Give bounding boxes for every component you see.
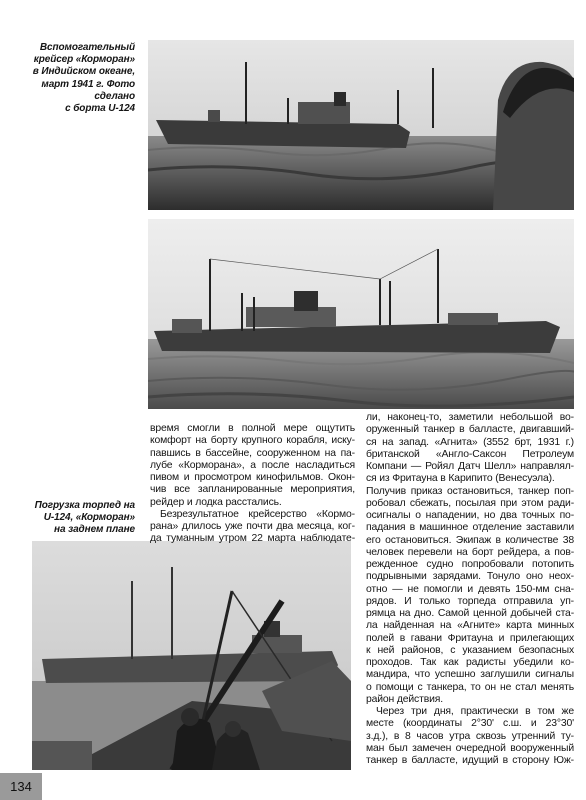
- text-line: Через три дня, практически в том же: [376, 706, 574, 717]
- text-line: проходов. Так как радисты убедили ко-: [366, 657, 574, 668]
- page-number: 134: [10, 779, 32, 794]
- text-line: мандира, что успешно заглушили сигналы: [366, 669, 574, 681]
- text-line: ла найденная на «Агните» карта минных: [366, 620, 574, 632]
- text-line: подрывными зарядами. Тонуло оно неох-: [366, 571, 574, 583]
- text-line: полей в гавани Фритауна и прилегающих: [366, 632, 574, 644]
- text-line: человек перевели на борт рейдера, а пов-: [366, 546, 574, 558]
- text-line: танкер в балласте, идущий в сторону Юж-: [366, 755, 574, 766]
- caption-line: сделано: [94, 90, 135, 102]
- caption-line: крейсер «Корморан»: [33, 54, 135, 66]
- text-line: осигналы о нападении, но два точных по-: [366, 510, 574, 521]
- text-line: отно — не помогли и девять 150-мм сна-: [366, 583, 574, 595]
- text-line: рейдер и лодка расстались.: [150, 496, 282, 508]
- text-line: британской «Англо-Саксон Петролеум: [366, 448, 574, 460]
- text-line: Компани — Ройял Датч Шелл» направлял-: [366, 461, 574, 472]
- photo-caption-middle: [10, 500, 135, 537]
- text-line: Безрезультатное крейсерство «Кормо-: [160, 508, 355, 520]
- text-line: лубе «Корморана», а после насладиться: [150, 459, 355, 471]
- caption-line: в Индийском океане,: [32, 66, 135, 78]
- text-line: рямца на дно. Самой ценной добычей ста-: [366, 608, 574, 619]
- caption-line: Погрузка торпед на: [34, 500, 135, 511]
- text-line: комфорт на борту крупного корабля, иску-: [150, 435, 355, 447]
- photo-kormoran-broadside: [148, 219, 574, 409]
- caption-line: на заднем плане: [54, 524, 135, 536]
- text-line: падания в машинное отделение заставили: [366, 522, 574, 534]
- caption-line: Вспомогательный: [39, 42, 135, 53]
- text-line: режденное судно попробовали потопить: [366, 559, 574, 570]
- text-line: Получив приказ остановиться, танкер поп-: [366, 485, 574, 497]
- caption-line: U-124, «Корморан»: [43, 512, 135, 524]
- text-line: рядов. И только торпеда отправила уп-: [366, 595, 574, 607]
- text-line: чив все запланированные мероприятия,: [150, 484, 355, 496]
- text-line: его остановиться. Экипаж в количестве 38: [366, 534, 574, 546]
- text-line: район действия.: [366, 693, 443, 705]
- photo-kormoran-at-sea: [148, 40, 574, 210]
- photo-caption-top: [10, 42, 135, 115]
- text-line: о помощи с танкера, то он не стал менять: [366, 681, 574, 693]
- text-line: месте (координаты 2°30' с.ш. и 23°30': [366, 718, 574, 730]
- text-line: робовал сбежать, посылая при этом ради-: [366, 497, 574, 509]
- text-line: да туманным утром 22 марта наблюдате-: [150, 533, 355, 545]
- text-line: ли, наконец-то, заметили небольшой во-: [366, 412, 574, 423]
- text-line: оруженный танкер в балласте, двигавший-: [366, 424, 574, 436]
- caption-line: с борта U-124: [65, 103, 135, 115]
- text-line: ман был замечен очередной вооруженный: [366, 742, 574, 754]
- caption-line: март 1941 г. Фото: [41, 78, 135, 90]
- text-line: з.д.), в 8 часов утра сквозь утренний ту-: [366, 730, 574, 742]
- text-line: ся на запад. «Агнита» (3552 брт, 1931 г.): [366, 436, 574, 448]
- text-column-left: [150, 423, 355, 546]
- text-column-right: [366, 412, 574, 767]
- text-line: пивом и просмотром кинофильмов. Окон-: [150, 472, 355, 483]
- text-line: рана» длилось уже почти два месяца, ког-: [150, 521, 355, 532]
- text-line: время смогли в полной мере ощутить: [150, 423, 355, 434]
- photo-torpedo-loading: [32, 541, 351, 770]
- text-line: к ней районов, с указанием безопасных: [366, 644, 574, 656]
- text-line: ся из Фритауна в Карипито (Венесуэла).: [366, 473, 555, 485]
- text-line: павшись в бассейне, сооруженном на па-: [150, 447, 355, 459]
